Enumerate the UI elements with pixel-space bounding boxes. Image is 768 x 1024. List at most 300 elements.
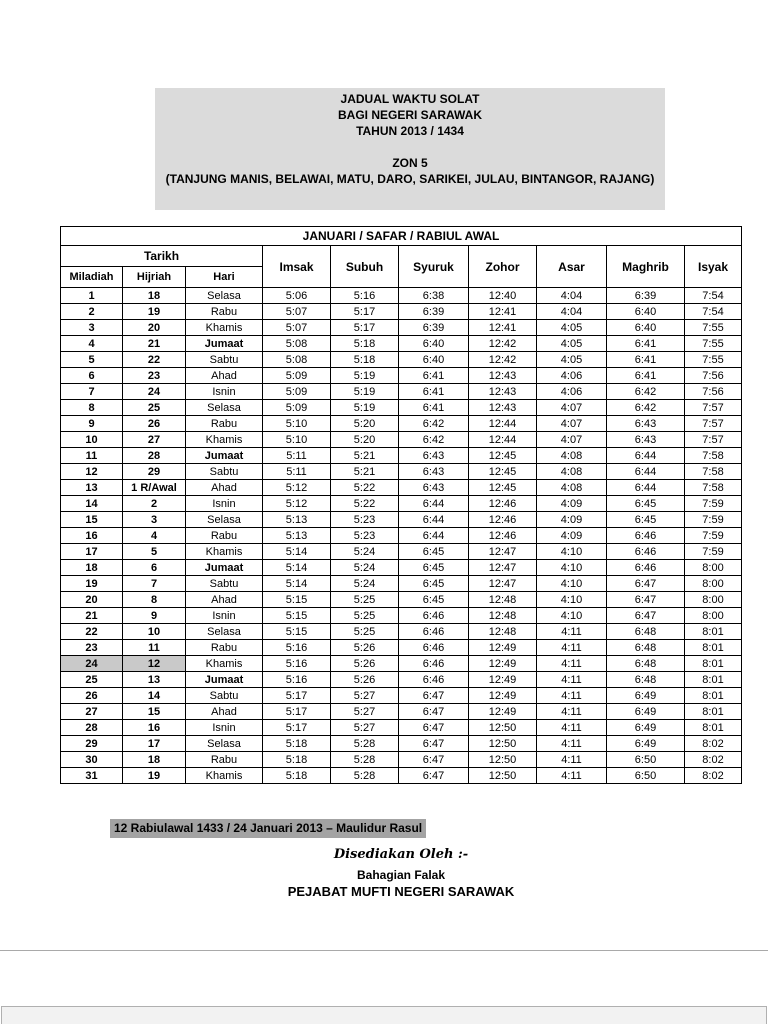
cell-isyak: 8:01	[685, 624, 742, 640]
cell-maghrib: 6:46	[607, 544, 685, 560]
cell-maghrib: 6:45	[607, 496, 685, 512]
cell-hijriah: 18	[123, 288, 186, 304]
cell-syuruk: 6:47	[399, 688, 469, 704]
cell-zohor: 12:44	[469, 416, 537, 432]
cell-imsak: 5:17	[263, 704, 331, 720]
cell-subuh: 5:18	[331, 336, 399, 352]
table-row	[61, 608, 742, 624]
cell-hari: Rabu	[186, 752, 263, 768]
cell-zohor: 12:49	[469, 672, 537, 688]
header-spacer	[163, 139, 657, 155]
table-row	[61, 352, 742, 368]
cell-hari: Rabu	[186, 640, 263, 656]
cell-subuh: 5:19	[331, 384, 399, 400]
cell-subuh: 5:23	[331, 512, 399, 528]
cell-miladiah: 7	[61, 384, 123, 400]
cell-asar: 4:10	[537, 576, 607, 592]
cell-imsak: 5:17	[263, 688, 331, 704]
cell-syuruk: 6:46	[399, 672, 469, 688]
cell-subuh: 5:23	[331, 528, 399, 544]
cell-hijriah: 8	[123, 592, 186, 608]
cell-zohor: 12:49	[469, 640, 537, 656]
cell-hari: Ahad	[186, 592, 263, 608]
cell-imsak: 5:10	[263, 432, 331, 448]
cell-zohor: 12:41	[469, 304, 537, 320]
table-row	[61, 288, 742, 304]
cell-zohor: 12:48	[469, 608, 537, 624]
cell-hijriah: 18	[123, 752, 186, 768]
table-row	[61, 336, 742, 352]
cell-asar: 4:04	[537, 288, 607, 304]
cell-hari: Isnin	[186, 720, 263, 736]
cell-asar: 4:09	[537, 496, 607, 512]
cell-zohor: 12:45	[469, 464, 537, 480]
cell-maghrib: 6:48	[607, 672, 685, 688]
cell-hari: Khamis	[186, 768, 263, 784]
cell-hari: Rabu	[186, 416, 263, 432]
cell-hari: Isnin	[186, 496, 263, 512]
cell-miladiah: 2	[61, 304, 123, 320]
cell-isyak: 7:58	[685, 448, 742, 464]
column-header-hijriah: Hijriah	[123, 267, 186, 288]
cell-miladiah: 14	[61, 496, 123, 512]
table-row	[61, 720, 742, 736]
column-header-maghrib: Maghrib	[607, 246, 685, 288]
cell-isyak: 7:55	[685, 320, 742, 336]
table-row	[61, 736, 742, 752]
cell-asar: 4:11	[537, 624, 607, 640]
cell-subuh: 5:24	[331, 544, 399, 560]
cell-maghrib: 6:39	[607, 288, 685, 304]
zone-areas: (TANJUNG MANIS, BELAWAI, MATU, DARO, SARIKEI, JULAU, BINTANGOR, RAJANG)	[165, 172, 655, 186]
cell-subuh: 5:28	[331, 768, 399, 784]
cell-isyak: 7:56	[685, 368, 742, 384]
cell-isyak: 7:57	[685, 416, 742, 432]
cell-zohor: 12:50	[469, 752, 537, 768]
month-title: JANUARI / SAFAR / RABIUL AWAL	[61, 227, 742, 246]
cell-hijriah: 10	[123, 624, 186, 640]
cell-zohor: 12:44	[469, 432, 537, 448]
cell-miladiah: 3	[61, 320, 123, 336]
table-row	[61, 496, 742, 512]
cell-hari: Selasa	[186, 736, 263, 752]
table-row	[61, 560, 742, 576]
cell-syuruk: 6:46	[399, 656, 469, 672]
cell-hari: Ahad	[186, 704, 263, 720]
cell-miladiah: 20	[61, 592, 123, 608]
table-row	[61, 304, 742, 320]
column-header-subuh: Subuh	[331, 246, 399, 288]
cell-hijriah: 3	[123, 512, 186, 528]
cell-maghrib: 6:46	[607, 528, 685, 544]
cell-hari: Khamis	[186, 432, 263, 448]
cell-syuruk: 6:40	[399, 352, 469, 368]
cell-hari: Selasa	[186, 512, 263, 528]
cell-zohor: 12:40	[469, 288, 537, 304]
cell-maghrib: 6:49	[607, 720, 685, 736]
cell-asar: 4:10	[537, 608, 607, 624]
cell-maghrib: 6:49	[607, 736, 685, 752]
header-title-line1: JADUAL WAKTU SOLAT	[340, 92, 480, 106]
table-row	[61, 672, 742, 688]
cell-asar: 4:05	[537, 336, 607, 352]
cell-asar: 4:09	[537, 512, 607, 528]
cell-hijriah: 4	[123, 528, 186, 544]
month-title-row	[61, 227, 742, 246]
cell-isyak: 7:54	[685, 304, 742, 320]
cell-imsak: 5:17	[263, 720, 331, 736]
cell-isyak: 7:58	[685, 480, 742, 496]
cell-hari: Sabtu	[186, 464, 263, 480]
cell-syuruk: 6:45	[399, 592, 469, 608]
cell-syuruk: 6:39	[399, 320, 469, 336]
cell-zohor: 12:47	[469, 560, 537, 576]
cell-isyak: 7:59	[685, 496, 742, 512]
cell-isyak: 8:00	[685, 608, 742, 624]
column-header-imsak: Imsak	[263, 246, 331, 288]
cell-syuruk: 6:38	[399, 288, 469, 304]
cell-isyak: 7:59	[685, 512, 742, 528]
cell-asar: 4:11	[537, 736, 607, 752]
cell-subuh: 5:19	[331, 368, 399, 384]
cell-imsak: 5:09	[263, 400, 331, 416]
cell-hijriah: 22	[123, 352, 186, 368]
cell-isyak: 8:02	[685, 768, 742, 784]
cell-hijriah: 26	[123, 416, 186, 432]
table-row	[61, 752, 742, 768]
column-header-miladiah: Miladiah	[61, 267, 123, 288]
cell-hari: Ahad	[186, 480, 263, 496]
table-row	[61, 768, 742, 784]
cell-hijriah: 19	[123, 304, 186, 320]
cell-asar: 4:07	[537, 432, 607, 448]
cell-subuh: 5:17	[331, 320, 399, 336]
cell-imsak: 5:18	[263, 752, 331, 768]
cell-imsak: 5:12	[263, 480, 331, 496]
cell-isyak: 8:02	[685, 736, 742, 752]
cell-subuh: 5:28	[331, 752, 399, 768]
cell-hari: Selasa	[186, 288, 263, 304]
cell-zohor: 12:45	[469, 480, 537, 496]
cell-hijriah: 25	[123, 400, 186, 416]
cell-imsak: 5:09	[263, 384, 331, 400]
cell-miladiah: 19	[61, 576, 123, 592]
cell-hijriah: 20	[123, 320, 186, 336]
table-row	[61, 528, 742, 544]
cell-asar: 4:11	[537, 768, 607, 784]
column-header-hari: Hari	[186, 267, 263, 288]
cell-zohor: 12:49	[469, 688, 537, 704]
cell-asar: 4:09	[537, 528, 607, 544]
cell-zohor: 12:43	[469, 368, 537, 384]
cell-imsak: 5:18	[263, 736, 331, 752]
cell-maghrib: 6:42	[607, 400, 685, 416]
cell-maghrib: 6:41	[607, 352, 685, 368]
column-header-zohor: Zohor	[469, 246, 537, 288]
cell-zohor: 12:43	[469, 384, 537, 400]
cell-miladiah: 11	[61, 448, 123, 464]
cell-syuruk: 6:41	[399, 400, 469, 416]
cell-maghrib: 6:48	[607, 656, 685, 672]
table-row	[61, 512, 742, 528]
cell-isyak: 8:01	[685, 640, 742, 656]
cell-asar: 4:06	[537, 384, 607, 400]
cell-miladiah: 15	[61, 512, 123, 528]
cell-maghrib: 6:50	[607, 768, 685, 784]
cell-isyak: 8:02	[685, 752, 742, 768]
document-header	[155, 88, 665, 210]
cell-hari: Jumaat	[186, 560, 263, 576]
cell-syuruk: 6:41	[399, 368, 469, 384]
cell-maghrib: 6:42	[607, 384, 685, 400]
cell-hijriah: 7	[123, 576, 186, 592]
cell-asar: 4:06	[537, 368, 607, 384]
cell-asar: 4:11	[537, 672, 607, 688]
cell-hari: Sabtu	[186, 688, 263, 704]
cell-subuh: 5:26	[331, 640, 399, 656]
cell-subuh: 5:19	[331, 400, 399, 416]
cell-hari: Jumaat	[186, 672, 263, 688]
cell-maghrib: 6:41	[607, 336, 685, 352]
cell-maghrib: 6:43	[607, 432, 685, 448]
division-name: Bahagian Falak	[356, 868, 446, 882]
cell-imsak: 5:13	[263, 528, 331, 544]
cell-syuruk: 6:43	[399, 480, 469, 496]
cell-maghrib: 6:40	[607, 304, 685, 320]
cell-hijriah: 28	[123, 448, 186, 464]
cell-isyak: 8:01	[685, 672, 742, 688]
cell-hijriah: 9	[123, 608, 186, 624]
cell-isyak: 7:59	[685, 528, 742, 544]
table-row	[61, 432, 742, 448]
table-row	[61, 624, 742, 640]
cell-asar: 4:08	[537, 448, 607, 464]
cell-isyak: 8:01	[685, 656, 742, 672]
cell-miladiah: 17	[61, 544, 123, 560]
table-row	[61, 640, 742, 656]
cell-zohor: 12:48	[469, 624, 537, 640]
cell-miladiah: 29	[61, 736, 123, 752]
cell-miladiah: 25	[61, 672, 123, 688]
cell-zohor: 12:45	[469, 448, 537, 464]
cell-subuh: 5:21	[331, 464, 399, 480]
cell-maghrib: 6:44	[607, 480, 685, 496]
cell-miladiah: 9	[61, 416, 123, 432]
cell-imsak: 5:14	[263, 560, 331, 576]
cell-syuruk: 6:39	[399, 304, 469, 320]
cell-miladiah: 22	[61, 624, 123, 640]
cell-subuh: 5:27	[331, 704, 399, 720]
cell-isyak: 7:56	[685, 384, 742, 400]
cell-zohor: 12:50	[469, 736, 537, 752]
cell-subuh: 5:27	[331, 688, 399, 704]
table-row	[61, 704, 742, 720]
cell-hari: Khamis	[186, 320, 263, 336]
cell-hijriah: 5	[123, 544, 186, 560]
cell-hari: Rabu	[186, 528, 263, 544]
cell-miladiah: 30	[61, 752, 123, 768]
cell-miladiah: 5	[61, 352, 123, 368]
cell-syuruk: 6:42	[399, 432, 469, 448]
cell-isyak: 8:01	[685, 720, 742, 736]
cell-isyak: 8:01	[685, 704, 742, 720]
cell-imsak: 5:18	[263, 768, 331, 784]
cell-isyak: 7:59	[685, 544, 742, 560]
table-row	[61, 448, 742, 464]
cell-maghrib: 6:47	[607, 576, 685, 592]
cell-syuruk: 6:40	[399, 336, 469, 352]
cell-imsak: 5:09	[263, 368, 331, 384]
cell-asar: 4:05	[537, 320, 607, 336]
header-title-line3: TAHUN 2013 / 1434	[356, 124, 464, 138]
cell-imsak: 5:14	[263, 544, 331, 560]
cell-syuruk: 6:47	[399, 704, 469, 720]
cell-imsak: 5:12	[263, 496, 331, 512]
cell-miladiah: 10	[61, 432, 123, 448]
cell-subuh: 5:16	[331, 288, 399, 304]
cell-maghrib: 6:44	[607, 448, 685, 464]
cell-zohor: 12:46	[469, 528, 537, 544]
cell-miladiah: 12	[61, 464, 123, 480]
cell-subuh: 5:20	[331, 416, 399, 432]
cell-isyak: 8:00	[685, 592, 742, 608]
cell-hari: Khamis	[186, 656, 263, 672]
cell-subuh: 5:25	[331, 608, 399, 624]
cell-isyak: 8:00	[685, 560, 742, 576]
cell-maghrib: 6:47	[607, 608, 685, 624]
cell-hari: Sabtu	[186, 576, 263, 592]
table-row	[61, 480, 742, 496]
cell-asar: 4:11	[537, 688, 607, 704]
cell-imsak: 5:15	[263, 624, 331, 640]
cell-zohor: 12:50	[469, 720, 537, 736]
cell-zohor: 12:47	[469, 576, 537, 592]
cell-isyak: 8:00	[685, 576, 742, 592]
cell-asar: 4:08	[537, 480, 607, 496]
zone-label: ZON 5	[392, 156, 428, 170]
cell-zohor: 12:43	[469, 400, 537, 416]
cell-miladiah: 27	[61, 704, 123, 720]
cell-asar: 4:10	[537, 592, 607, 608]
cell-hari: Selasa	[186, 400, 263, 416]
cell-hari: Isnin	[186, 608, 263, 624]
cell-hijriah: 15	[123, 704, 186, 720]
cell-asar: 4:10	[537, 544, 607, 560]
cell-imsak: 5:07	[263, 304, 331, 320]
cell-subuh: 5:22	[331, 480, 399, 496]
cell-asar: 4:07	[537, 416, 607, 432]
cell-zohor: 12:41	[469, 320, 537, 336]
office-name: PEJABAT MUFTI NEGERI SARAWAK	[287, 884, 515, 899]
cell-subuh: 5:24	[331, 576, 399, 592]
table-row	[61, 320, 742, 336]
table-row	[61, 368, 742, 384]
cell-maghrib: 6:43	[607, 416, 685, 432]
cell-syuruk: 6:44	[399, 528, 469, 544]
cell-syuruk: 6:42	[399, 416, 469, 432]
cell-subuh: 5:26	[331, 656, 399, 672]
cell-miladiah: 1	[61, 288, 123, 304]
cell-miladiah: 16	[61, 528, 123, 544]
cell-imsak: 5:08	[263, 336, 331, 352]
cell-syuruk: 6:41	[399, 384, 469, 400]
cell-isyak: 7:55	[685, 352, 742, 368]
cell-hijriah: 16	[123, 720, 186, 736]
cell-hijriah: 23	[123, 368, 186, 384]
next-page-edge	[1, 1006, 767, 1024]
cell-zohor: 12:49	[469, 656, 537, 672]
cell-asar: 4:05	[537, 352, 607, 368]
cell-zohor: 12:48	[469, 592, 537, 608]
cell-hijriah: 27	[123, 432, 186, 448]
column-header-asar: Asar	[537, 246, 607, 288]
table-row	[61, 464, 742, 480]
cell-maghrib: 6:47	[607, 592, 685, 608]
cell-syuruk: 6:45	[399, 576, 469, 592]
table-row	[61, 384, 742, 400]
prepared-by-label: Disediakan Oleh :-	[333, 847, 469, 862]
cell-syuruk: 6:47	[399, 752, 469, 768]
cell-asar: 4:04	[537, 304, 607, 320]
cell-imsak: 5:13	[263, 512, 331, 528]
cell-asar: 4:11	[537, 720, 607, 736]
cell-subuh: 5:26	[331, 672, 399, 688]
cell-syuruk: 6:46	[399, 624, 469, 640]
cell-maghrib: 6:40	[607, 320, 685, 336]
cell-miladiah: 26	[61, 688, 123, 704]
cell-imsak: 5:08	[263, 352, 331, 368]
cell-hijriah: 13	[123, 672, 186, 688]
cell-imsak: 5:16	[263, 656, 331, 672]
cell-miladiah: 23	[61, 640, 123, 656]
cell-imsak: 5:10	[263, 416, 331, 432]
cell-asar: 4:11	[537, 752, 607, 768]
cell-subuh: 5:20	[331, 432, 399, 448]
cell-hijriah: 19	[123, 768, 186, 784]
cell-isyak: 7:58	[685, 464, 742, 480]
cell-maghrib: 6:41	[607, 368, 685, 384]
cell-subuh: 5:21	[331, 448, 399, 464]
cell-hijriah: 17	[123, 736, 186, 752]
cell-subuh: 5:17	[331, 304, 399, 320]
cell-isyak: 7:55	[685, 336, 742, 352]
cell-syuruk: 6:43	[399, 448, 469, 464]
cell-hari: Jumaat	[186, 336, 263, 352]
cell-asar: 4:07	[537, 400, 607, 416]
cell-asar: 4:11	[537, 704, 607, 720]
table-row	[61, 656, 742, 672]
cell-syuruk: 6:46	[399, 608, 469, 624]
cell-zohor: 12:46	[469, 496, 537, 512]
cell-zohor: 12:47	[469, 544, 537, 560]
cell-zohor: 12:42	[469, 352, 537, 368]
cell-isyak: 7:57	[685, 432, 742, 448]
cell-hijriah: 12	[123, 656, 186, 672]
cell-miladiah: 28	[61, 720, 123, 736]
table-row	[61, 416, 742, 432]
cell-zohor: 12:49	[469, 704, 537, 720]
cell-hari: Ahad	[186, 368, 263, 384]
cell-imsak: 5:16	[263, 672, 331, 688]
cell-hijriah: 21	[123, 336, 186, 352]
cell-maghrib: 6:45	[607, 512, 685, 528]
cell-isyak: 7:54	[685, 288, 742, 304]
cell-hijriah: 2	[123, 496, 186, 512]
cell-syuruk: 6:47	[399, 768, 469, 784]
cell-asar: 4:10	[537, 560, 607, 576]
cell-maghrib: 6:48	[607, 640, 685, 656]
cell-hijriah: 1 R/Awal	[123, 480, 186, 496]
